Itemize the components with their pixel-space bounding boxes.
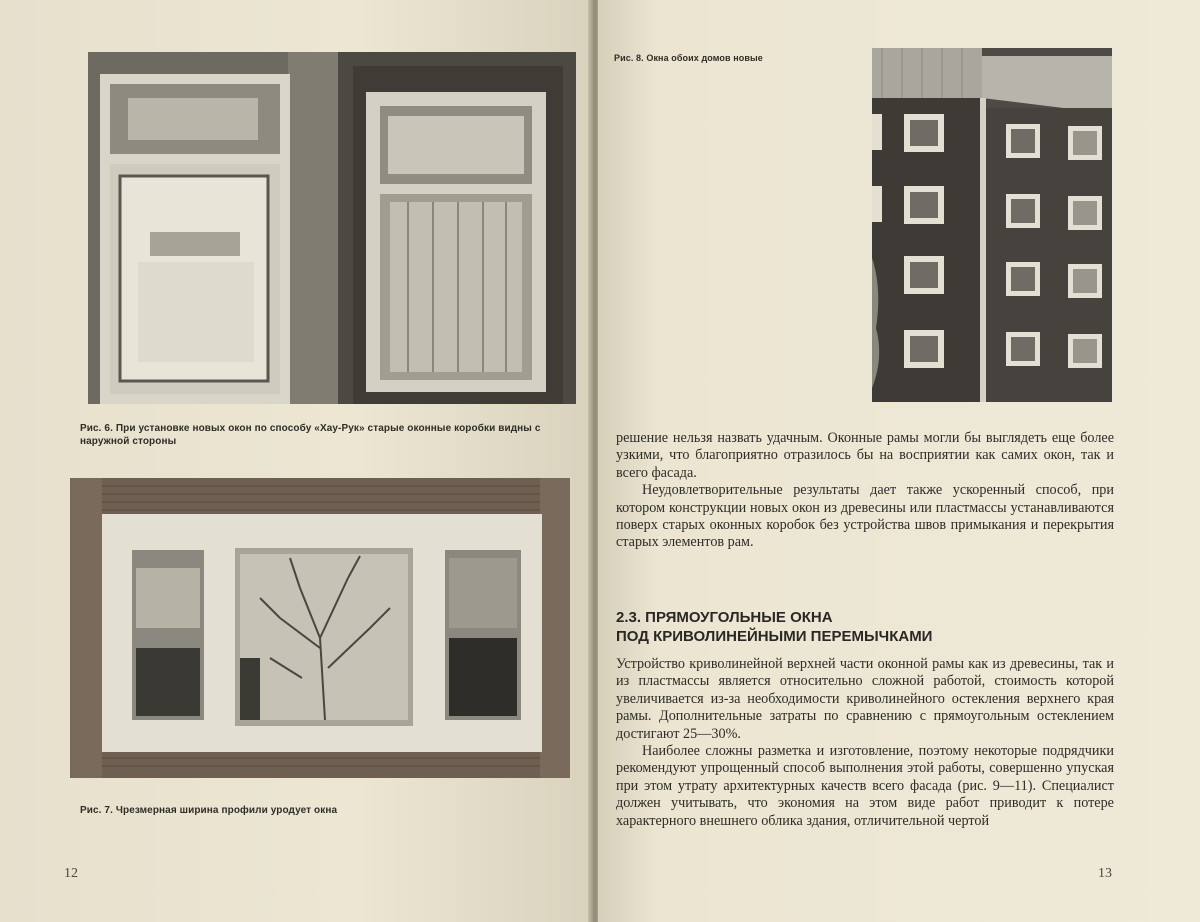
figure-6-caption: Рис. 6. При установке новых окон по способу «Хау-Рук» старые оконные коробки видны с наружной стороны bbox=[80, 423, 541, 447]
figure-7-photo bbox=[70, 478, 570, 778]
figure-8-photo bbox=[872, 48, 1112, 402]
page-number-right: 13 bbox=[1098, 866, 1112, 881]
page-number-left: 12 bbox=[64, 866, 78, 881]
figure-6-photo bbox=[88, 52, 576, 404]
paragraph-1: решение нельзя назвать удачным. Оконные рамы могли бы выглядеть еще более узкими, что благоприятно отразилось бы на восприятии как самих окон, так и всего фасада. bbox=[616, 430, 1114, 481]
body-text-bottom bbox=[616, 656, 1114, 830]
figure-8-caption: Рис. 8. Окна обоих домов новые bbox=[614, 53, 763, 63]
section-heading bbox=[616, 608, 932, 646]
right-page bbox=[598, 0, 1200, 922]
section-heading-line1: 2.3. ПРЯМОУГОЛЬНЫЕ ОКНА bbox=[616, 609, 833, 626]
paragraph-4: Наиболее сложны разметка и изготовление, поэтому некоторые подрядчики рекомендуют упрощенный способ выполнения этой работы, совершенно упуская при этом утрату архитектурных качеств всего фасада (рис. 9—11). Специалист должен учитывать, что экономия на этом виде работ приводит к потере характерного внешнего облика здания, отличительной чертой bbox=[616, 743, 1114, 829]
paragraph-2: Неудовлетворительные результаты дает также ускоренный способ, при котором конструкции новых окон из древесины или пластмассы устанавливаются поверх старых оконных коробок без устройства швов примыкания и перекрытия старых элементов рам. bbox=[616, 482, 1114, 551]
body-text-top bbox=[616, 430, 1114, 552]
left-page bbox=[0, 0, 592, 922]
figure-7-caption: Рис. 7. Чрезмерная ширина профили уродует окна bbox=[80, 805, 338, 816]
paragraph-3: Устройство криволинейной верхней части оконной рамы как из древесины, так и из пластмассы является относительно сложной работой, стоимость которой увеличивается из-за необходимости криволинейного остекления верхнего края рамы. Дополнительные затраты по сравнению с прямоугольным остеклением достигают 25—30%. bbox=[616, 656, 1114, 742]
section-heading-line2: ПОД КРИВОЛИНЕЙНЫМИ ПЕРЕМЫЧКАМИ bbox=[616, 628, 933, 645]
